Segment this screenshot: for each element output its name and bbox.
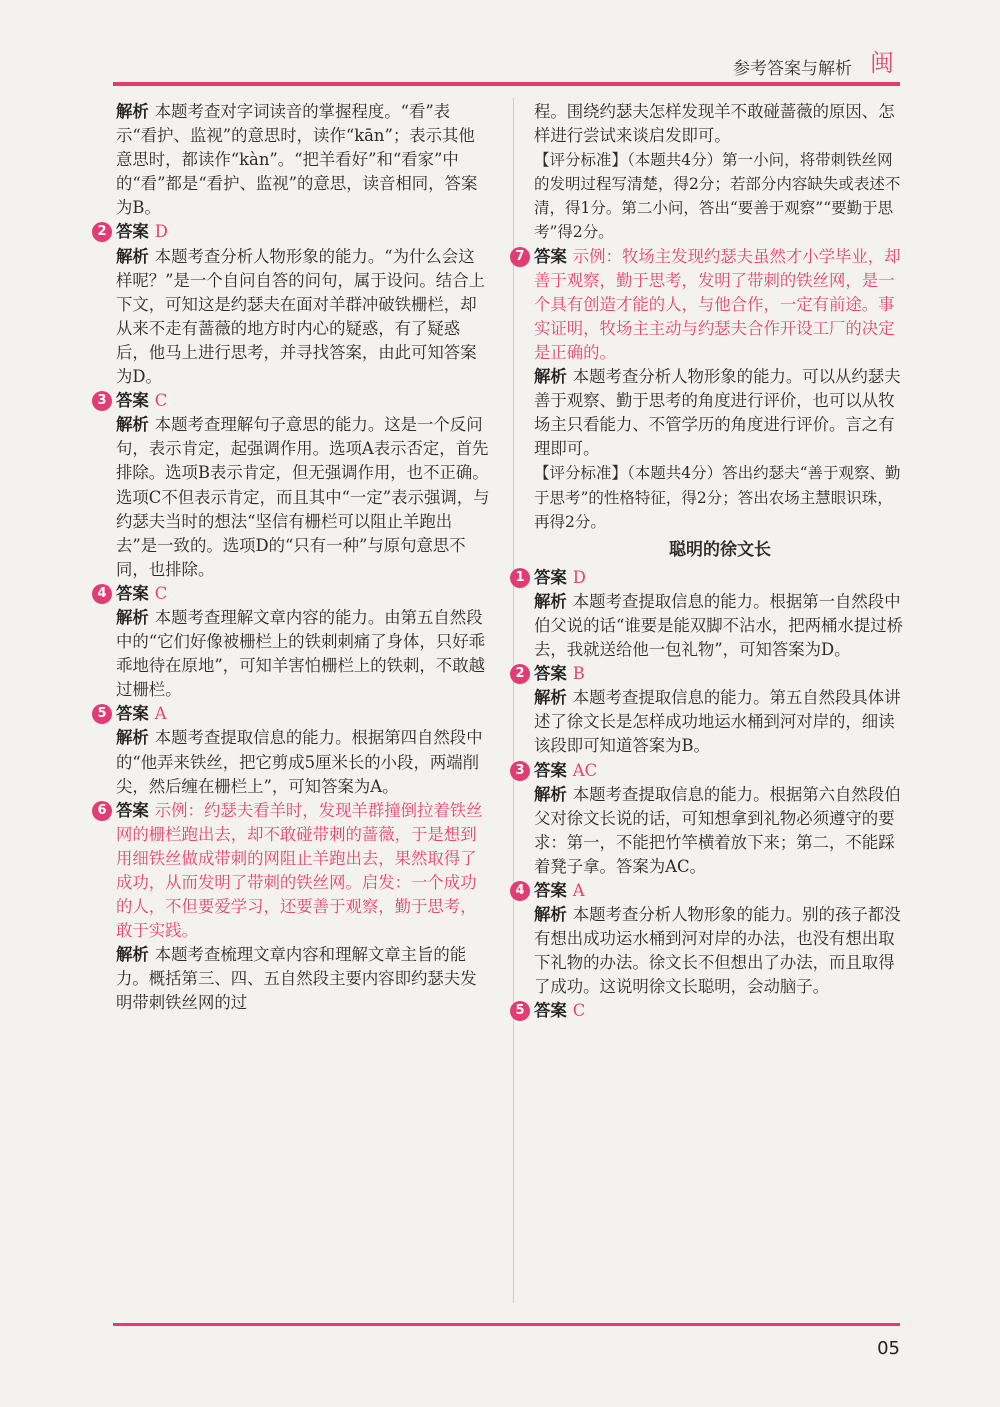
question-number: 5 [92,704,112,724]
analysis-text: 本题考查分析人物形象的能力。别的孩子都没有想出成功运水桶到河对岸的办法，也没有想出取下礼物的办法。徐文长不但想出了办法，而且取得了成功。这说明徐文长聪明，会动脑子。 [534,905,901,997]
analysis-label: 解析 [534,367,567,387]
question-5 [97,702,490,798]
analysis-text: 本题考查提取信息的能力。第五自然段具体讲述了徐文长是怎样成功地运水桶到河对岸的，细读该段即可知道答案为B。 [534,688,901,756]
analysis-label: 解析 [116,415,149,435]
question-number: 7 [510,247,530,267]
answer-value: A [154,704,167,724]
section-question-4 [515,879,906,999]
answer-label: 答案 [534,664,567,684]
answer-value: D [572,567,586,587]
analysis-label: 解析 [534,688,567,708]
answer-value: AC [572,760,598,780]
answer-label: 答案 [534,1001,567,1021]
question-3 [97,389,490,582]
section-question-3 [515,759,906,879]
analysis-text: 本题考查分析人物形象的能力。“为什么会这样呢？”是一个自问自答的问句，属于设问。结合上下文，可知这是约瑟夫在面对羊群冲破铁栅栏，却从来不走有蔷薇的地方时内心的疑惑，有了疑惑后，他马上进行思考，并寻找答案，由此可知答案为D。 [116,246,485,387]
answer-label: 答案 [534,881,567,900]
question-4 [97,582,490,702]
question-number: 3 [510,761,530,781]
answer-value: C [154,583,168,603]
question-number: 3 [92,391,112,411]
question-number: 6 [92,801,112,821]
question-number: 2 [92,222,112,242]
analysis-text: 本题考查梳理文章内容和理解文章主旨的能力。概括第三、四、五自然段主要内容即约瑟夫发明带刺铁丝网的过 [116,945,477,1013]
question-number: 2 [510,664,530,684]
analysis-label: 解析 [116,607,149,627]
analysis-label: 解析 [116,945,149,965]
question-6 [97,799,490,1016]
answer-label: 答案 [116,222,149,242]
question-2 [97,220,490,389]
analysis-label: 解析 [534,784,567,804]
analysis-label: 解析 [116,246,149,266]
q7-scoring: 【评分标准】（本题共4分）答出约瑟夫“善于观察、勤于思考”的性格特征，得2分；答出农场主慧眼识珠，再得2分。 [534,464,901,531]
header-rule [113,82,900,86]
header-title: 参考答案与解析 [733,59,852,79]
q1-analysis [116,100,490,220]
answer-label: 答案 [534,246,567,266]
section-question-1 [515,566,906,662]
analysis-text: 本题考查对字词读音的掌握程度。“看”表示“看护、监视”的意思时，读作“kān”；表示其他意思时，都读作“kàn”。“把羊看好”和“看家”中的“看”都是“看护、监视”的意思，读音相同，答案为B。 [116,102,478,218]
analysis-label: 解析 [116,102,149,121]
analysis-text: 本题考查提取信息的能力。根据第六自然段伯父对徐文长说的话，可知想拿到礼物必须遵守的要求：第一，不能把竹竿横着放下来；第二，不能踩着凳子拿。答案为AC。 [534,784,901,876]
section-question-5 [515,999,906,1023]
column-divider [513,98,514,1303]
answer-value: C [154,391,168,411]
answer-label: 答案 [534,567,567,587]
page-number: 05 [877,1338,900,1359]
analysis-text: 本题考查提取信息的能力。根据第一自然段中伯父说的话“谁要是能双脚不沾水，把两桶水提过桥去，我就送给他一包礼物”，可知答案为D。 [534,591,903,660]
header-logo: 闽 [870,49,894,77]
answer-value: C [572,1001,586,1021]
footer-rule [113,1323,900,1326]
analysis-text: 本题考查理解文章内容的能力。由第五自然段中的“它们好像被栅栏上的铁刺刺痛了身体，只好乖乖地待在原地”，可知羊害怕栅栏上的铁刺，不敢越过栅栏。 [116,607,485,700]
analysis-label: 解析 [534,905,567,925]
analysis-text: 本题考查理解句子意思的能力。这是一个反问句，表示肯定，起强调作用。选项A表示否定，首先排除。选项B表示肯定，但无强调作用，也不正确。选项C不但表示肯定，而且其中“一定”表示强调，与约瑟夫当时的想法“坚信有栅栏可以阻止羊跑出去”是一致的。选项D的“只有一种”与原句意思不同，也排除。 [116,415,490,579]
q6-analysis-continued: 程。围绕约瑟夫怎样发现羊不敢碰蔷薇的原因、怎样进行尝试来谈启发即可。 [534,102,895,146]
answer-label: 答案 [116,391,149,411]
answer-value: 示例：约瑟夫看羊时，发现羊群撞倒拉着铁丝网的栅栏跑出去，却不敢碰带刺的蔷薇，于是想到用细铁丝做成带刺的网阻止羊跑出去，果然取得了成功，从而发明了带刺的铁丝网。启发：一个成功的人，不但要爱学习，还要善于观察，勤于思考，敢于实践。 [116,800,483,941]
question-number: 1 [510,568,530,588]
right-column [515,100,906,1024]
analysis-text: 本题考查提取信息的能力。根据第四自然段中的“他弄来铁丝，把它剪成5厘米长的小段，两端削尖，然后缠在栅栏上”，可知答案为A。 [116,728,483,796]
analysis-text: 本题考查分析人物形象的能力。可以从约瑟夫善于观察、勤于思考的角度进行评价，也可以从牧场主只看能力、不管学历的角度进行评价。言之有理即可。 [534,367,901,459]
answer-label: 答案 [534,760,567,780]
answer-value: A [572,881,585,900]
question-number: 4 [510,881,530,901]
q6-scoring: 【评分标准】（本题共4分）第一小问，将带刺铁丝网的发明过程写清楚，得2分；若部分内容缺失或表述不清，得1分。第二小问，答出“要善于观察”“要勤于思考”得2分。 [534,151,901,242]
section-title: 聪明的徐文长 [669,539,771,560]
analysis-label: 解析 [534,591,567,611]
answer-value: B [572,664,585,684]
left-column [97,100,490,1016]
answer-value: 示例：牧场主发现约瑟夫虽然才小学毕业，却善于观察，勤于思考，发明了带刺的铁丝网，是一个具有创造才能的人，与他合作，一定有前途。事实证明，牧场主主动与约瑟夫合作开设工厂的决定是正确的。 [534,246,901,362]
question-number: 5 [510,1001,530,1021]
answer-label: 答案 [116,583,149,603]
question-7 [515,245,906,534]
answer-value: D [154,222,168,242]
section-question-2 [515,662,906,758]
answer-label: 答案 [116,704,149,724]
analysis-label: 解析 [116,728,149,748]
question-number: 4 [92,584,112,604]
answer-label: 答案 [116,800,149,820]
